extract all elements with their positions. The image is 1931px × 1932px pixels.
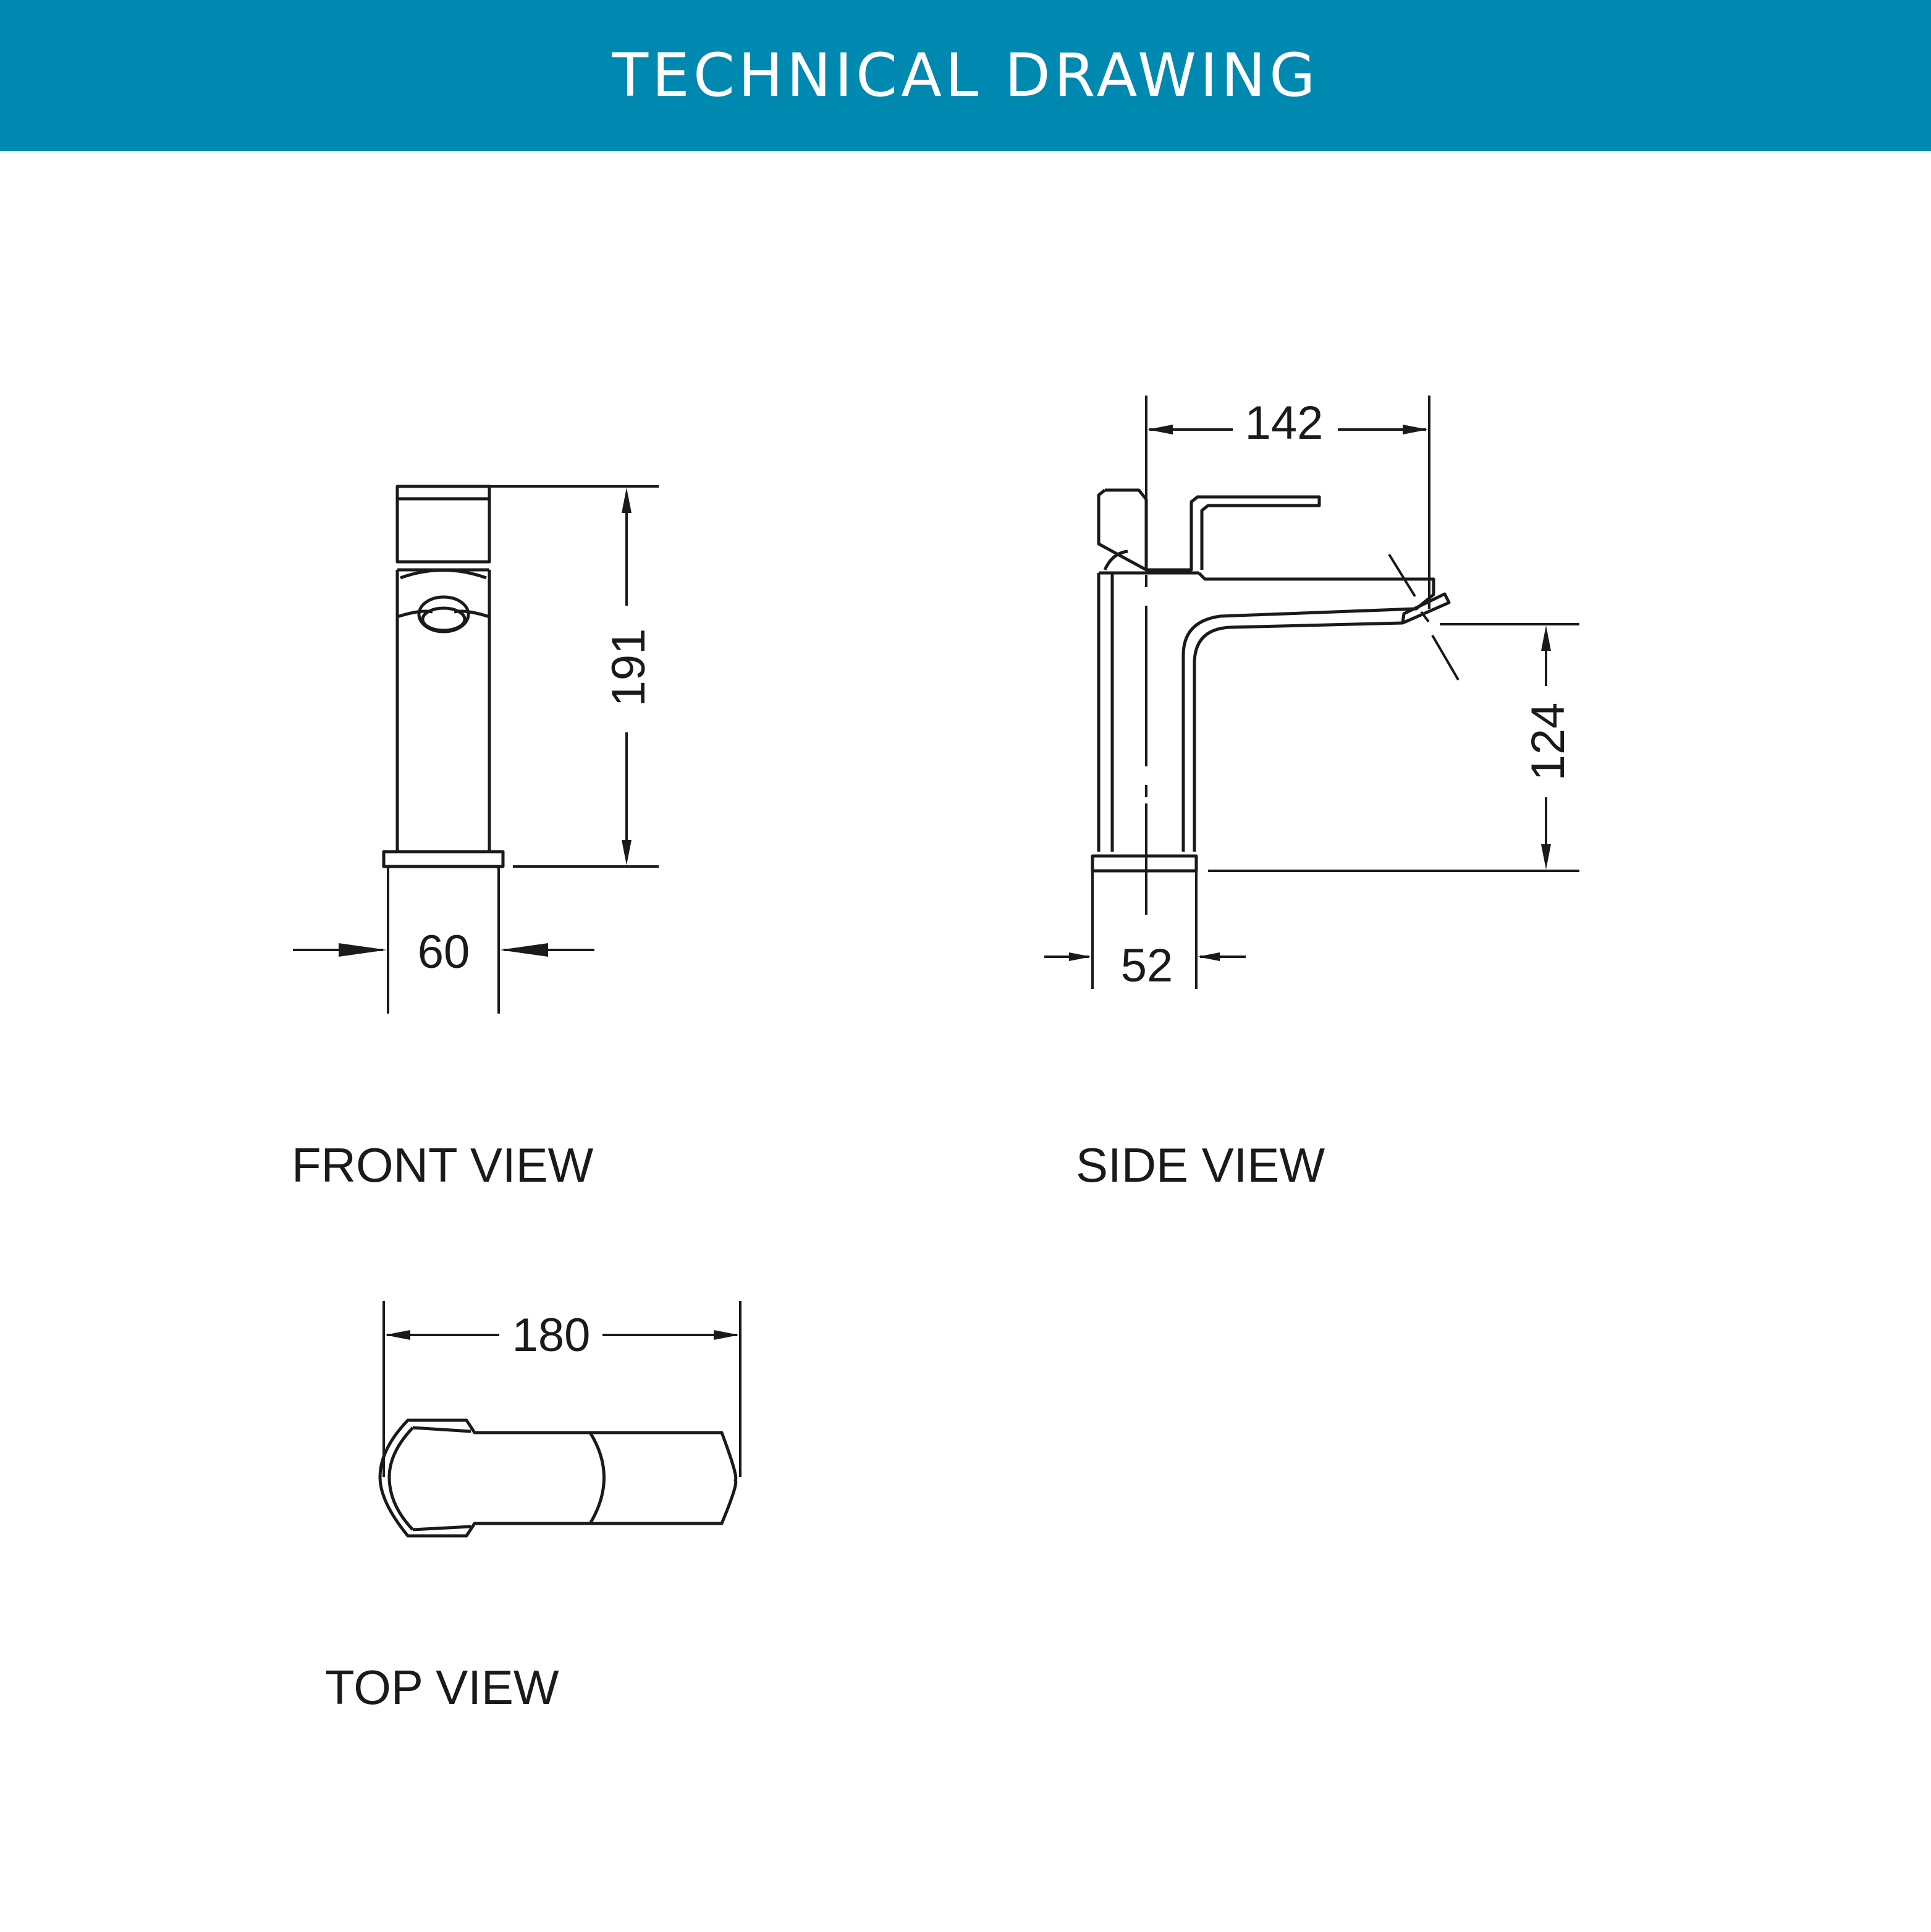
side-view-label: SIDE VIEW [1076, 1138, 1325, 1192]
top-length-dim-label: 180 [512, 1309, 591, 1362]
dimension-arrow-icon [339, 943, 387, 957]
front-width-dim-label: 60 [417, 926, 470, 978]
front-outlet-inner [423, 608, 465, 630]
side-reach-dim-label: 142 [1244, 397, 1324, 449]
dimension-arrow-icon [1147, 425, 1173, 434]
side-lever [1105, 490, 1319, 570]
page-title: TECHNICAL DRAWING [612, 41, 1319, 110]
front-lever-body [397, 499, 489, 562]
dimension-arrow-icon [1198, 952, 1220, 961]
top-view-label: TOP VIEW [325, 1660, 559, 1714]
dimension-arrow-icon [1541, 844, 1551, 870]
front-view-drawing [293, 486, 659, 1014]
side-spout-inner [1194, 623, 1403, 852]
dimension-arrow-icon [1069, 952, 1091, 961]
dimension-arrow-icon [714, 1330, 739, 1340]
dimension-arrow-icon [500, 943, 548, 957]
top-view-drawing [380, 1301, 740, 1536]
front-view-label: FRONT VIEW [292, 1138, 594, 1192]
dimension-arrow-icon [1403, 425, 1428, 434]
top-lever-outline [380, 1420, 736, 1536]
front-base-plate [384, 852, 503, 866]
side-body-shoulder [1105, 551, 1128, 570]
top-lever-joint-curve [590, 1433, 604, 1523]
dimension-arrow-icon [622, 840, 632, 865]
side-spout-dim-label: 124 [1522, 702, 1574, 781]
side-lever-front [1099, 490, 1146, 570]
side-view-drawing [1044, 396, 1579, 992]
side-aerator-axis-lower [1432, 635, 1458, 680]
front-height-dim-label: 191 [602, 628, 655, 707]
side-base-plate [1092, 856, 1196, 871]
side-base-dim-label: 52 [1120, 939, 1173, 992]
front-lever-cap [397, 486, 489, 499]
dimension-arrow-icon [385, 1330, 410, 1340]
side-aerator-axis-upper [1389, 554, 1415, 596]
top-lever-edges [413, 1428, 471, 1530]
side-spout-outer [1183, 573, 1434, 852]
dimension-arrow-icon [622, 488, 632, 513]
dimension-arrow-icon [1541, 625, 1551, 651]
